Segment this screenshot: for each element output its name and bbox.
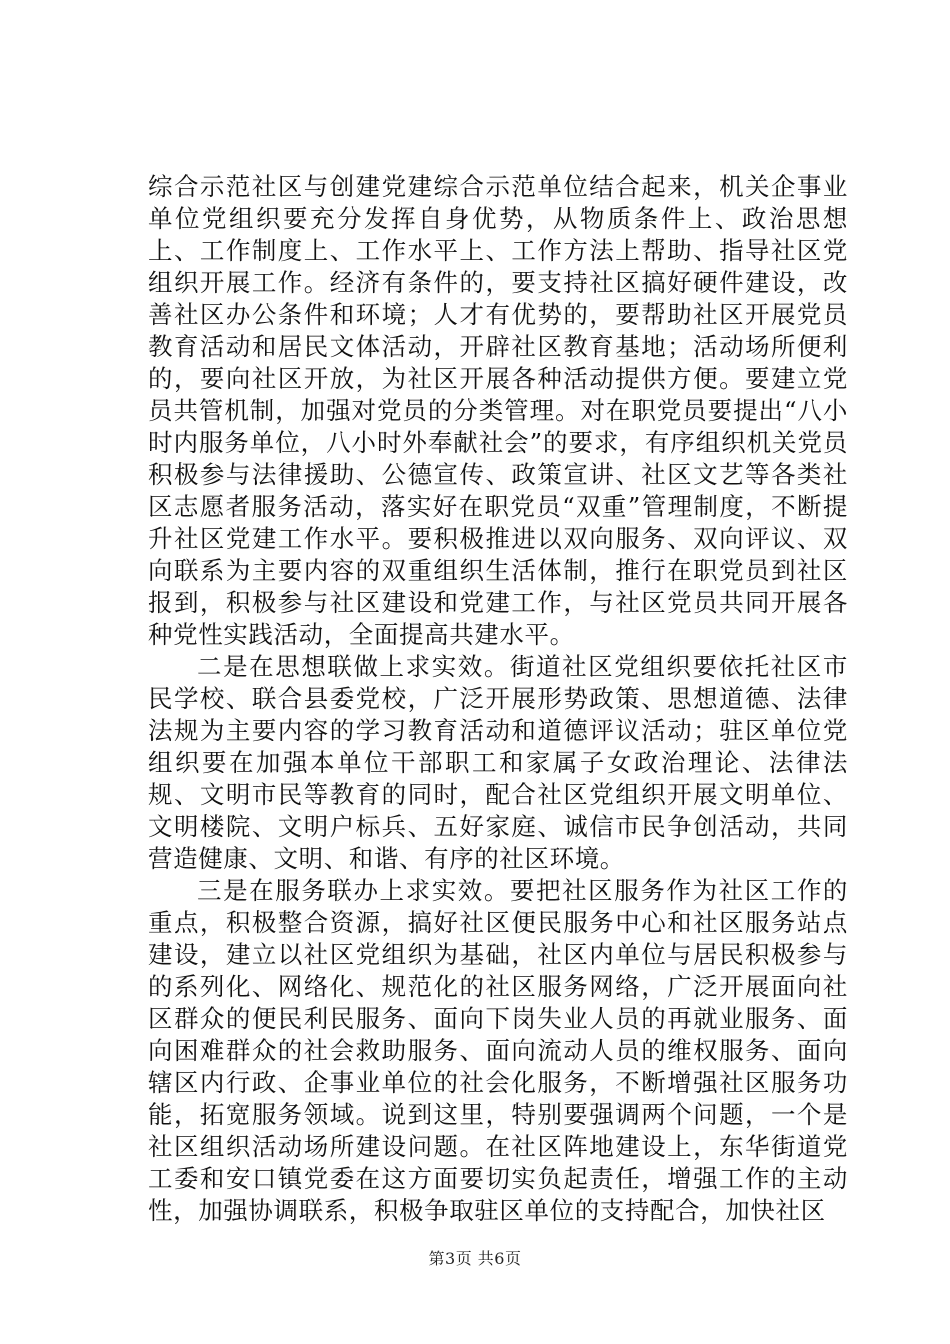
document-body <box>148 171 848 1227</box>
paragraph-3: 三是在服务联办上求实效。要把社区服务作为社区工作的重点，积极整合资源，搞好社区便民服务中心和社区服务站点建设，建立以社区党组织为基础，社区内单位与居民积极参与的系列化、网络化、规范化的社区服务网络，广泛开展面向社区群众的便民利民服务、面向下岗失业人员的再就业服务、面向困难群众的社会救助服务、面向流动人员的维权服务、面向辖区内行政、企事业单位的社会化服务，不断增强社区服务功能，拓宽服务领域。说到这里，特别要强调两个问题，一个是社区组织活动场所建设问题。在社区阵地建设上，东华街道党工委和安口镇党委在这方面要切实负起责任，增强工作的主动性，加强协调联系，积极争取驻区单位的支持配合，加快社区 <box>148 876 848 1225</box>
page-footer: 第3页 共6页 <box>428 1249 522 1268</box>
paragraph-2: 二是在思想联做上求实效。街道社区党组织要依托社区市民学校、联合县委党校，广泛开展形势政策、思想道德、法律法规为主要内容的学习教育活动和道德评议活动；驻区单位党组织要在加强本单位干部职工和家属子女政治理论、法律法规、文明市民等教育的同时，配合社区党组织开展文明单位、文明楼院、文明户标兵、五好家庭、诚信市民争创活动，共同营造健康、文明、和谐、有序的社区环境。 <box>148 652 848 873</box>
paragraph-1: 综合示范社区与创建党建综合示范单位结合起来，机关企事业单位党组织要充分发挥自身优势，从物质条件上、政治思想上、工作制度上、工作水平上、工作方法上帮助、指导社区党组织开展工作。经济有条件的，要支持社区搞好硬件建设，改善社区办公条件和环境；人才有优势的，要帮助社区开展党员教育活动和居民文体活动，开辟社区教育基地；活动场所便利的，要向社区开放，为社区开展各种活动提供方便。要建立党员共管机制，加强对党员的分类管理。对在职党员要提出“八小时内服务单位，八小时外奉献社会”的要求，有序组织机关党员积极参与法律援助、公德宣传、政策宣讲、社区文艺等各类社区志愿者服务活动，落实好在职党员“双重”管理制度，不断提升社区党建工作水平。要积极推进以双向服务、双向评议、双向联系为主要内容的双重组织生活体制，推行在职党员到社区报到，积极参与社区建设和党建工作，与社区党员共同开展各种党性实践活动，全面提高共建水平。 <box>148 172 848 649</box>
